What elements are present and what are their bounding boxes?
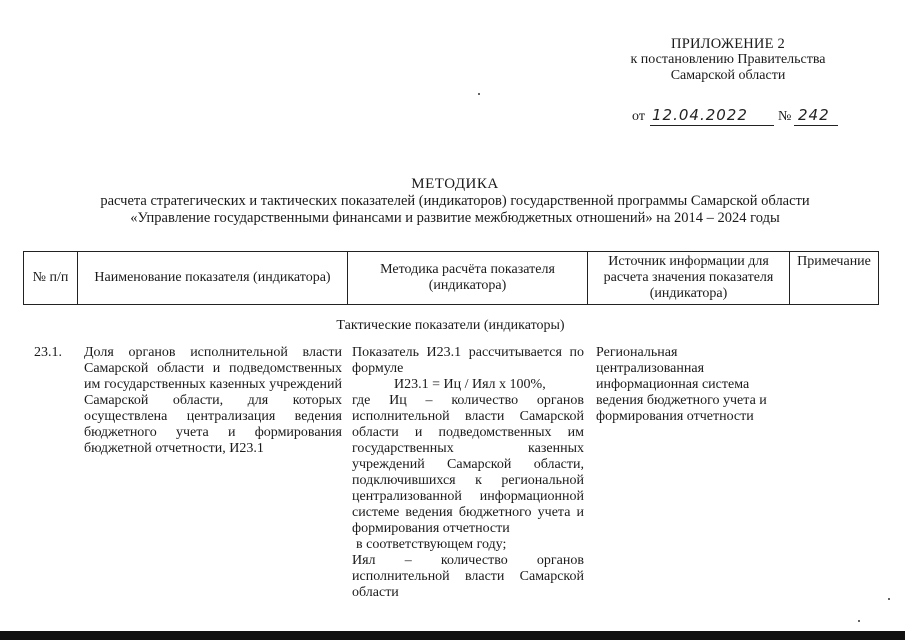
appendix-line-2: к постановлению Правительства — [630, 52, 826, 67]
section-title: Тактические показатели (индикаторы) — [336, 318, 565, 333]
date-label: от — [632, 109, 645, 124]
indicator-method — [352, 345, 584, 601]
heading-line-2: «Управление государственными финансами и развитие межбюджетных отношений» на 2014 – 2024 годы — [130, 210, 780, 226]
table-header-row — [24, 252, 879, 305]
scan-speck — [858, 620, 860, 622]
heading-line-1: расчета стратегических и тактических показателей (индикаторов) государственной программы Самарской области — [100, 193, 810, 209]
scan-speck — [478, 93, 480, 95]
number-underline — [794, 125, 838, 126]
scan-edge-bar — [0, 631, 905, 640]
header-note: Примечание — [790, 252, 879, 305]
row-number: 23.1. — [34, 345, 62, 360]
heading-title: МЕТОДИКА — [411, 176, 499, 192]
number-label: № — [778, 109, 792, 124]
document-date-number — [628, 106, 898, 128]
method-formula: И23.1 = Иц / Иял х 100%, — [394, 377, 546, 392]
header-name: Наименование показателя (индикатора) — [78, 252, 348, 305]
header-num: № п/п — [24, 252, 78, 305]
appendix-line-3: Самарской области — [670, 68, 786, 83]
appendix-header — [560, 36, 896, 84]
header-source: Источник информации для расчета значения показателя (индикатора) — [588, 252, 790, 305]
indicator-name: Доля органов исполнительной власти Самарской области и подведомственных им государственных казенных учреждений Самарской области, для которых осуществлена централизация ведения бюджетного учета и формирования бюджетной отчетности, И23.1 — [84, 345, 342, 456]
indicator-source: Региональная централизованная информационная система ведения бюджетного учета и формирования отчетности — [596, 345, 767, 424]
handwritten-date: 12.04.2022 — [652, 106, 748, 124]
method-intro: Показатель И23.1 рассчитывается по формуле — [352, 345, 584, 376]
appendix-title: ПРИЛОЖЕНИЕ 2 — [671, 36, 785, 52]
table-header — [23, 251, 879, 305]
methodology-heading — [40, 176, 870, 227]
scan-speck — [888, 598, 890, 600]
date-underline — [650, 125, 774, 126]
method-definition: где Иц – количество органов исполнительной власти Самарской области и подведомственных им государственных казенных учреждений Самарской области, подключившихся к региональной централизованной информационной системе ведения бюджетного учета и формирования отчетности — [352, 393, 584, 536]
method-definition-2: Иял – количество органов исполнительной власти Самарской области — [352, 553, 584, 600]
method-year: в соответствующем году; — [356, 537, 507, 552]
handwritten-number: 242 — [798, 106, 830, 124]
header-method: Методика расчёта показателя (индикатора) — [348, 252, 588, 305]
